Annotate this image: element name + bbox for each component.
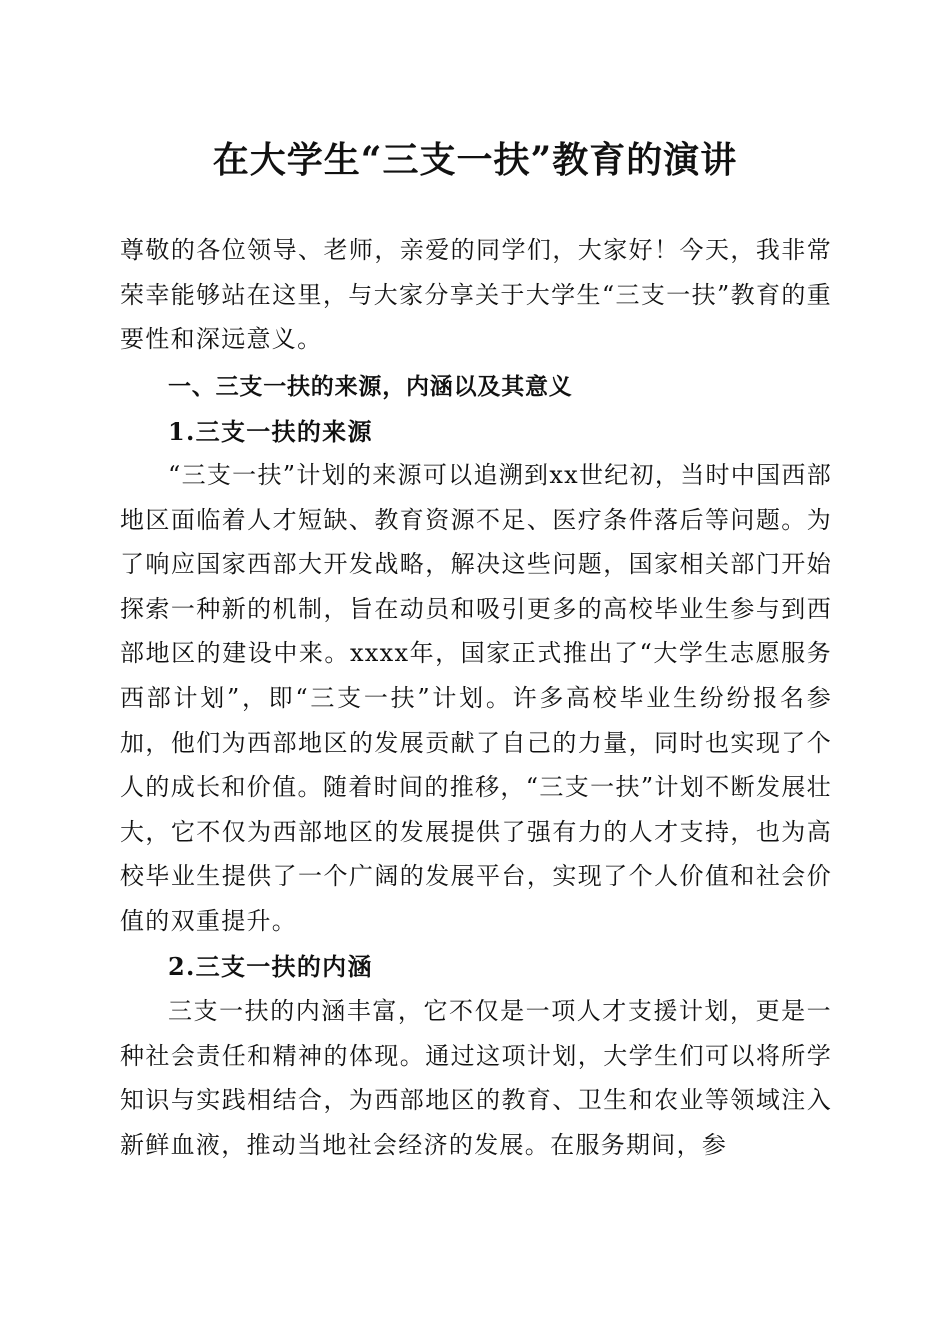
section-heading: 一、三支一扶的来源，内涵以及其意义 [168, 374, 573, 400]
subsection-heading-source: 1.三支一扶的来源 [168, 417, 373, 446]
document-title: 在大学生“三支一扶”教育的演讲 [212, 139, 738, 181]
source-paragraph: “三支一扶”计划的来源可以追溯到xx世纪初，当时中国西部地区面临着人才短缺、教育资源不足、医疗条件落后等问题。为了响应国家西部大开发战略，解决这些问题，国家相关部门开始探索一种新的机制，旨在动员和吸引更多的高校毕业生参与到西部地区的建设中来。xxxx年，国家正式推出了“大学生志愿服务西部计划”，即“三支一扶”计划。许多高校毕业生纷纷报名参加，他们为西部地区的发展贡献了自己的力量，同时也实现了个人的成长和价值。随着时间的推移，“三支一扶”计划不断发展壮大，它不仅为西部地区的发展提供了强有力的人才支持，也为高校毕业生提供了一个广阔的发展平台，实现了个人价值和社会价值的双重提升。 [120, 461, 833, 935]
subsection-heading-connotation: 2.三支一扶的内涵 [168, 952, 373, 981]
connotation-paragraph: 三支一扶的内涵丰富，它不仅是一项人才支援计划，更是一种社会责任和精神的体现。通过这项计划，大学生们可以将所学知识与实践相结合，为西部地区的教育、卫生和农业等领域注入新鲜血液，推动当地社会经济的发展。在服务期间，参 [120, 997, 832, 1159]
intro-paragraph: 尊敬的各位领导、老师，亲爱的同学们，大家好！今天，我非常荣幸能够站在这里，与大家分享关于大学生“三支一扶”教育的重要性和深远意义。 [120, 236, 832, 354]
